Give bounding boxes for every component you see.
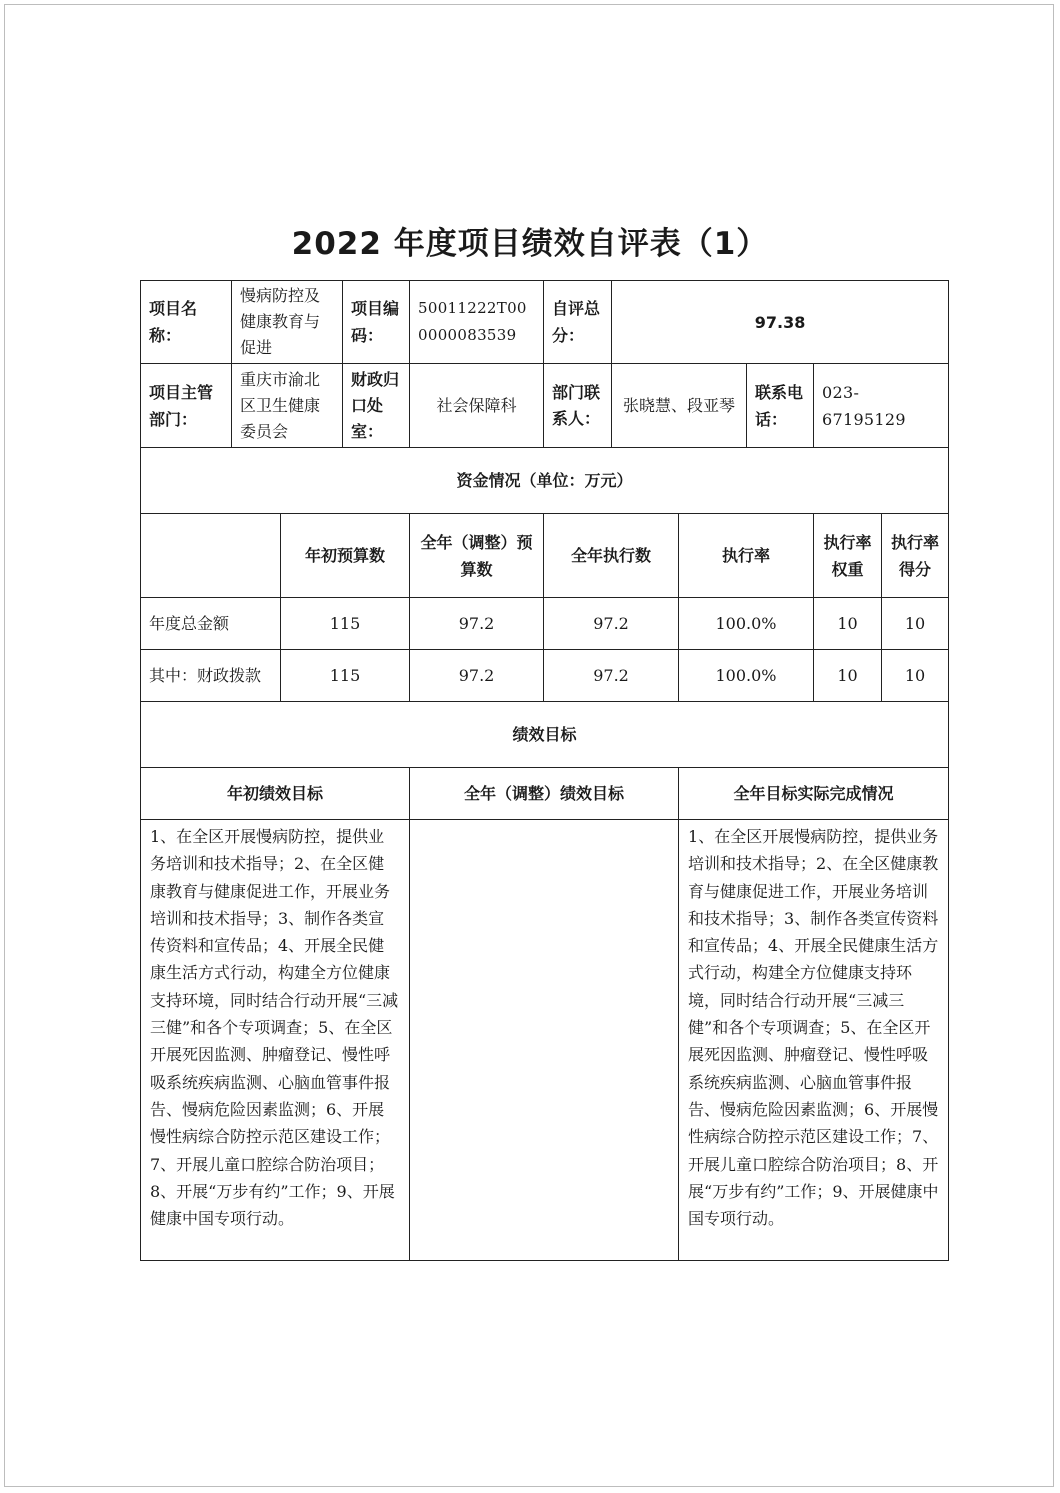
funds-cell-weight: 10: [814, 650, 882, 702]
contact-value: 张晓慧、段亚琴: [612, 364, 747, 448]
funds-row-label: 其中：财政拨款: [141, 650, 281, 702]
funds-cell-initial: 115: [281, 598, 410, 650]
self-score-value: 97.38: [612, 281, 949, 364]
goals-header-actual: 全年目标实际完成情况: [679, 768, 949, 820]
project-code-value: 50011222T000000083539: [410, 281, 544, 364]
finance-value: 社会保障科: [410, 364, 544, 448]
funds-header-blank: [141, 514, 281, 598]
funds-header-score: 执行率得分: [882, 514, 949, 598]
funds-cell-weight: 10: [814, 598, 882, 650]
project-name-value: 慢病防控及健康教育与促进: [232, 281, 343, 364]
funds-cell-adjusted: 97.2: [410, 650, 544, 702]
performance-table: [140, 280, 949, 1261]
funds-cell-initial: 115: [281, 650, 410, 702]
goals-section-title: 绩效目标: [141, 702, 949, 768]
phone-label: 联系电话：: [747, 364, 814, 448]
funds-row-label: 年度总金额: [141, 598, 281, 650]
goals-header-initial: 年初绩效目标: [141, 768, 410, 820]
funds-header-executed: 全年执行数: [544, 514, 679, 598]
dept-label: 项目主管部门：: [141, 364, 232, 448]
contact-label: 部门联系人：: [544, 364, 612, 448]
project-name-label: 项目名称：: [141, 281, 232, 364]
funds-cell-executed: 97.2: [544, 650, 679, 702]
page-title: 2022 年度项目绩效自评表（1）: [291, 226, 769, 262]
funds-cell-score: 10: [882, 598, 949, 650]
dept-value: 重庆市渝北区卫生健康委员会: [232, 364, 343, 448]
self-score-label: 自评总分：: [544, 281, 612, 364]
funds-section-title: 资金情况（单位：万元）: [141, 448, 949, 514]
funds-cell-adjusted: 97.2: [410, 598, 544, 650]
funds-cell-rate: 100.0%: [679, 650, 814, 702]
goals-adjusted-text: [410, 820, 679, 1261]
phone-value: 023-67195129: [814, 364, 949, 448]
funds-row: [141, 650, 949, 702]
finance-label: 财政归口处室：: [343, 364, 410, 448]
project-code-label: 项目编码：: [343, 281, 410, 364]
funds-header-adjusted-budget: 全年（调整）预算数: [410, 514, 544, 598]
goals-initial-text: 1、在全区开展慢病防控，提供业务培训和技术指导；2、在全区健康教育与健康促进工作，开展业务培训和技术指导；3、制作各类宣传资料和宣传品；4、开展全民健康生活方式行动，构建全方位健康支持环境，同时结合行动开展“三减三健”和各个专项调查；5、在全区开展死因监测、肿瘤登记、慢性呼吸系统疾病监测、心脑血管事件报告、慢病危险因素监测；6、开展慢性病综合防控示范区建设工作；7、开展儿童口腔综合防治项目；8、开展“万步有约”工作；9、开展健康中国专项行动。: [141, 820, 410, 1261]
goals-actual-text: 1、在全区开展慢病防控，提供业务培训和技术指导；2、在全区健康教育与健康促进工作，开展业务培训和技术指导；3、制作各类宣传资料和宣传品；4、开展全民健康生活方式行动，构建全方位健康支持环境，同时结合行动开展“三减三健”和各个专项调查；5、在全区开展死因监测、肿瘤登记、慢性呼吸系统疾病监测、心脑血管事件报告、慢病危险因素监测；6、开展慢性病综合防控示范区建设工作；7、开展儿童口腔综合防治项目；8、开展“万步有约”工作；9、开展健康中国专项行动。: [679, 820, 949, 1261]
goals-header-adjusted: 全年（调整）绩效目标: [410, 768, 679, 820]
funds-cell-rate: 100.0%: [679, 598, 814, 650]
funds-header-initial-budget: 年初预算数: [281, 514, 410, 598]
funds-header-exec-rate: 执行率: [679, 514, 814, 598]
funds-cell-score: 10: [882, 650, 949, 702]
funds-cell-executed: 97.2: [544, 598, 679, 650]
funds-header-weight: 执行率权重: [814, 514, 882, 598]
funds-row: [141, 598, 949, 650]
